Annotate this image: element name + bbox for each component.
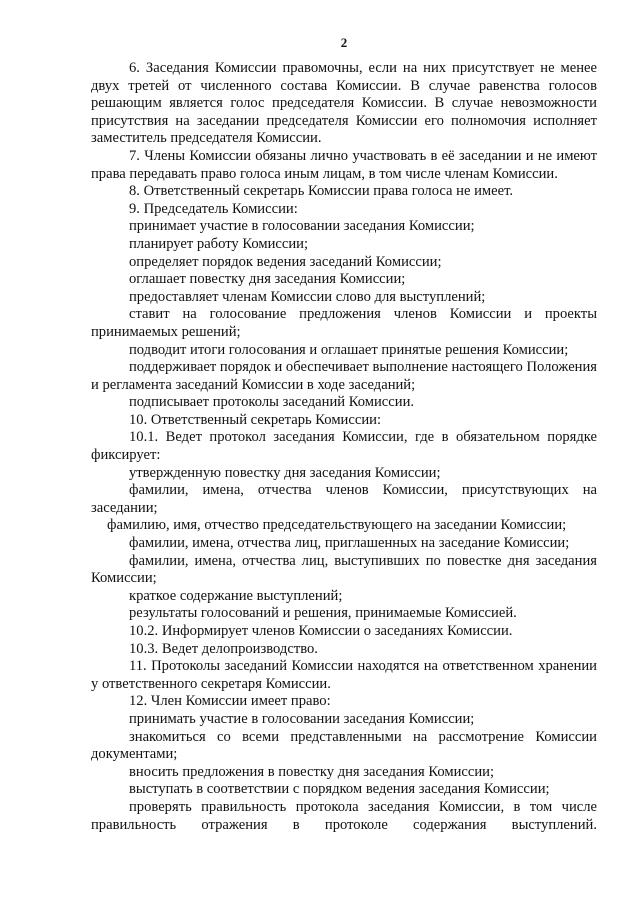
paragraph: 8. Ответственный секретарь Комиссии права голоса не имеет. xyxy=(129,183,514,200)
paragraph: фамилии, имена, отчества лиц, приглашенных на заседание Комиссии; xyxy=(129,535,570,552)
document-body xyxy=(91,60,597,834)
paragraph: выступать в соответствии с порядком ведения заседания Комиссии; xyxy=(129,781,550,798)
paragraph: принимает участие в голосовании заседания Комиссии; xyxy=(129,218,475,235)
paragraph: определяет порядок ведения заседаний Комиссии; xyxy=(129,253,442,270)
paragraph: фамилию, имя, отчество председательствующего на заседании Комиссии; xyxy=(107,517,567,534)
paragraph: 12. Член Комиссии имеет право: xyxy=(129,693,331,710)
paragraph: утвержденную повестку дня заседания Комиссии; xyxy=(129,464,441,481)
page-number: 2 xyxy=(340,35,348,50)
paragraph: поддерживает порядок и обеспечивает выполнение настоящего Положения и регламента заседаний Комиссии в ходе заседаний; xyxy=(91,359,597,393)
paragraph: 6. Заседания Комиссии правомочны, если на них присутствует не менее двух третей от численного состава Комиссии. В случае равенства голосов решающим является голос председателя Комиссии. В случае невозможности присутствия на заседании председателя Комиссии его полномочия исполняет заместитель председателя Комиссии. xyxy=(91,60,597,147)
paragraph: знакомиться со всеми представленными на рассмотрение Комиссии документами; xyxy=(91,728,597,763)
paragraph: краткое содержание выступлений; xyxy=(129,587,343,604)
paragraph: 11. Протоколы заседаний Комиссии находятся на ответственном хранении у ответственного секретаря Комиссии. xyxy=(91,658,597,692)
paragraph: предоставляет членам Комиссии слово для выступлений; xyxy=(129,288,486,305)
paragraph: результаты голосований и решения, принимаемые Комиссией. xyxy=(129,605,517,622)
paragraph: фамилии, имена, отчества лиц, выступивших по повестке дня заседания Комиссии; xyxy=(91,552,597,587)
paragraph: 10. Ответственный секретарь Комиссии: xyxy=(129,411,381,428)
paragraph: 10.2. Информирует членов Комиссии о заседаниях Комиссии. xyxy=(129,623,513,639)
paragraph: ставит на голосование предложения членов Комиссии и проекты принимаемых решений; xyxy=(91,306,597,340)
paragraph: подписывает протоколы заседаний Комиссии. xyxy=(129,394,415,411)
paragraph: проверять правильность протокола заседания Комиссии, в том числе правильность отражения в протоколе содержания выступлений. xyxy=(91,798,597,833)
paragraph: 9. Председатель Комиссии: xyxy=(129,200,298,217)
paragraph: принимать участие в голосовании заседания Комиссии; xyxy=(129,710,475,727)
paragraph: 10.1. Ведет протокол заседания Комиссии, где в обязательном порядке фиксирует: xyxy=(91,429,597,464)
paragraph: оглашает повестку дня заседания Комиссии; xyxy=(129,271,406,288)
paragraph: 10.3. Ведет делопроизводство. xyxy=(129,640,318,657)
paragraph: фамилии, имена, отчества членов Комиссии, присутствующих на заседании; xyxy=(91,482,597,516)
paragraph: подводит итоги голосования и оглашает принятые решения Комиссии; xyxy=(129,341,569,358)
paragraph: 7. Члены Комиссии обязаны лично участвовать в её заседании и не имеют права передавать право голоса иным лицам, в том числе членам Комиссии. xyxy=(91,147,597,182)
paragraph: планирует работу Комиссии; xyxy=(129,235,309,252)
paragraph: вносить предложения в повестку дня заседания Комиссии; xyxy=(129,763,495,780)
